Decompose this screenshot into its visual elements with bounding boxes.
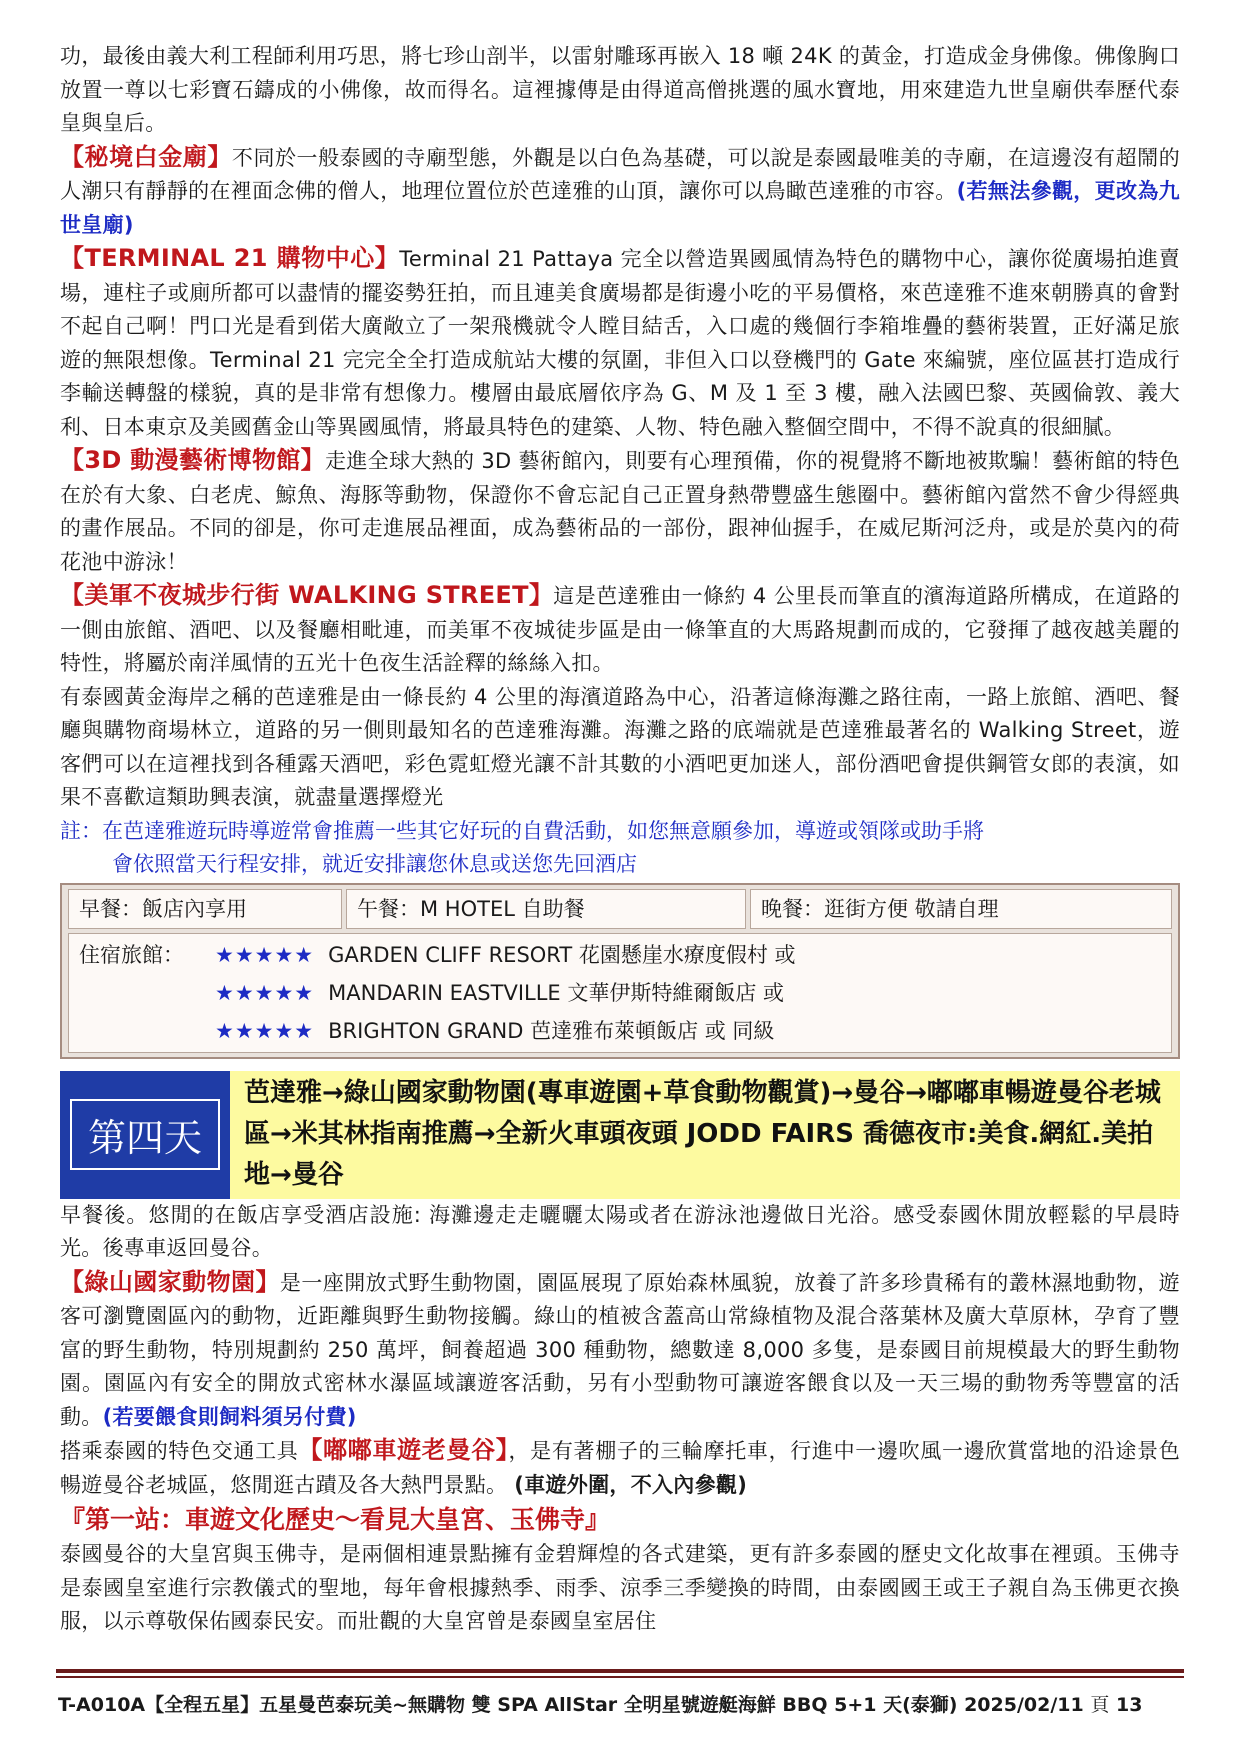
zoo-text: 是一座開放式野生動物園，園區展現了原始森林風貌，放養了許多珍貴稀有的叢林濕地動物，遊客可瀏覽園區內的動物，近距離與野生動物接觸。綠山的植被含蓋高山常綠植物及混合落葉林及廣大草原林，孕育了豐富的野生動物，特別規劃約 250 萬坪，飼養超過 300 種動物，總數達 8,000 多隻，是泰國目前規模最大的野生動物園。園區內有安全的開放式密林水瀑區域讓遊客活動，另有小型動物可讓遊客餵食以及一天三場的動物秀等豐富的活動。	[60, 1270, 1180, 1429]
five-star-rating: ★★★★★	[215, 1018, 315, 1043]
intro-paragraph: 功，最後由義大利工程師利用巧思，將七珍山剖半，以雷射雕琢再嵌入 18 噸 24K 的黃金，打造成金身佛像。佛像胸口放置一尊以七彩寶石鑄成的小佛像，故而得名。這裡據傳是由得道高僧挑選的風水寶地，用來建造九世皇廟供奉歷代泰皇與皇后。	[60, 44, 1180, 135]
station-1-heading: 『第一站：車遊文化歷史～看見大皇宮、玉佛寺』	[60, 1505, 611, 1534]
hotel-line	[79, 936, 1161, 974]
page-footer	[58, 1690, 1183, 1717]
museum3d-text: 走進全球大熱的 3D 藝術館內，則要有心理預備，你的視覺將不斷地被欺騙！藝術館的特色在於有大象、白老虎、鯨魚、海豚等動物，保證你不會忘記自己正置身熱帶豐盛生態圈中。藝術館內當然不會少得經典的畫作展品。不同的卻是，你可走進展品裡面，成為藝術品的一部份，跟神仙握手，在威尼斯河泛舟，或是於莫內的荷花池中游泳！	[60, 449, 1181, 574]
day-label: 第四天	[70, 1099, 220, 1170]
day-itinerary-title: 芭達雅→綠山國家動物園(專車遊園+草食動物觀賞)→曼谷→嘟嘟車暢遊曼谷老城區→米其林指南推薦→全新火車頭夜頭 JODD FAIRS 喬德夜市:美食.網紅.美拍地→曼谷	[230, 1071, 1180, 1199]
notice-line-1: 註：在芭達雅遊玩時導遊常會推薦一些其它好玩的自費活動，如您無意願參加，導遊或領隊或助手將	[60, 818, 984, 843]
five-star-rating: ★★★★★	[215, 980, 315, 1005]
zoo-paragraph	[60, 1266, 1180, 1435]
page-label: 頁	[1090, 1694, 1110, 1716]
white-temple-paragraph	[60, 141, 1180, 243]
terminal21-heading: 【TERMINAL 21 購物中心】	[60, 244, 400, 272]
white-temple-text: 不同於一般泰國的寺廟型態，外觀是以白色為基礎，可以說是泰國最唯美的寺廟，在這邊沒有超鬧的人潮只有靜靜的在裡面念佛的僧人，地理位置位於芭達雅的山頂，讓你可以鳥瞰芭達雅的市容。	[60, 145, 1180, 203]
notice-line-2: 會依照當天行程安排，就近安排讓您休息或送您先回酒店	[112, 851, 637, 876]
tuktuk-paragraph	[60, 1434, 1180, 1502]
tuktuk-intro: 搭乘泰國的特色交通工具	[60, 1439, 299, 1463]
day-tag	[60, 1071, 230, 1199]
station-1-paragraph: 泰國曼谷的大皇宮與玉佛寺，是兩個相連景點擁有金碧輝煌的各式建築，更有許多泰國的歷史文化故事在裡頭。玉佛寺是泰國皇室進行宗教儀式的聖地，每年會根據熱季、雨季、涼季三季變換的時間，由泰國國王或王子親自為玉佛更衣換服，以示尊敬保佑國泰民安。而壯觀的大皇宮曾是泰國皇室居住	[60, 1542, 1180, 1633]
pattaya-beach-paragraph: 有泰國黃金海岸之稱的芭達雅是由一條長約 4 公里的海濱道路為中心，沿著這條海灘之路往南，一路上旅館、酒吧、餐廳與購物商場林立，道路的另一側則最知名的芭達雅海灘。海灘之路的底端就是芭達雅最著名的 Walking Street，遊客們可以在這裡找到各種露天酒吧，彩色霓虹燈光讓不計其數的小酒吧更加迷人，部份酒吧會提供鋼管女郎的表演，如果不喜歡這類助興表演，就盡量選擇燈光	[60, 684, 1180, 809]
meals-row	[66, 889, 1174, 929]
meals-and-hotel-table	[60, 883, 1180, 1059]
terminal21-paragraph	[60, 242, 1180, 444]
museum3d-paragraph	[60, 444, 1180, 579]
walking-street-heading: 【美軍不夜城步行街 WALKING STREET】	[60, 581, 554, 609]
hotel-line	[79, 974, 1161, 1012]
document-page	[60, 40, 1180, 1639]
terminal21-text: Terminal 21 Pattaya 完全以營造異國風情為特色的購物中心，讓你從廣場拍進賣場，連柱子或廁所都可以盡情的擺姿勢狂拍，而且連美食廣場都是街邊小吃的平易價格，來芭達雅不進來朝勝真的會對不起自己啊！門口光是看到偌大廣敞立了一架飛機就令人瞠目結舌，入口處的幾個行李箱堆疊的藝術裝置，正好滿足旅遊的無限想像。Terminal 21 完完全全打造成航站大樓的氛圍，非但入口以登機門的 Gate 來編號，座位區甚打造成行李輸送轉盤的樣貌，真的是非常有想像力。樓層由最底層依序為 G、M 及 1 至 3 樓，融入法國巴黎、英國倫敦、義大利、日本東京及美國舊金山等異國風情，將最具特色的建築、人物、特色融入整個空間中，不得不說真的很細膩。	[60, 247, 1180, 439]
walking-street-text: 這是芭達雅由一條約 4 公里長而筆直的濱海道路所構成，在道路的一側由旅館、酒吧、以及餐廳相毗連，而美軍不夜城徒步區是由一條筆直的大馬路規劃而成的，它發揮了越夜越美麗的特性，將屬於南洋風情的五光十色夜生活詮釋的絲絲入扣。	[60, 584, 1180, 675]
hotel-cell	[68, 933, 1172, 1053]
self-pay-notice	[60, 815, 1180, 881]
zoo-heading: 【綠山國家動物園】	[60, 1267, 280, 1296]
tuktuk-text: ，是有著棚子的三輪摩托車，行進中一邊吹風一邊欣賞當地的沿途景色暢遊曼谷老城區，悠閒逛古蹟及各大熱門景點。	[60, 1439, 1181, 1497]
footer-divider-thin	[56, 1676, 1184, 1678]
five-star-rating: ★★★★★	[215, 942, 315, 967]
dinner-cell: 晚餐：逛街方便 敬請自理	[750, 889, 1172, 929]
hotel-option: MANDARIN EASTVILLE 文華伊斯特維爾飯店 或	[328, 980, 785, 1005]
footer-product-code: T-A010A【全程五星】五星曼芭泰玩美~無購物 雙 SPA AllStar 全明星號遊艇海鮮 BBQ 5+1 天(泰獅) 2025/02/11	[58, 1694, 1084, 1716]
hotel-option: BRIGHTON GRAND 芭達雅布萊頓飯店 或 同級	[328, 1018, 775, 1043]
morning-paragraph: 早餐後。悠閒的在飯店享受酒店設施: 海灘邊走走曬曬太陽或者在游泳池邊做日光浴。感受泰國休閒放輕鬆的早晨時光。後專車返回曼谷。	[60, 1202, 1180, 1260]
hotel-option: GARDEN CLIFF RESORT 花園懸崖水療度假村 或	[328, 942, 796, 967]
footer-divider	[56, 1669, 1184, 1673]
breakfast-cell: 早餐：飯店內享用	[68, 889, 342, 929]
museum3d-heading: 【3D 動漫藝術博物館】	[60, 446, 325, 474]
white-temple-note: (若無法參觀，更改為九世皇廟)	[60, 179, 1180, 237]
tuktuk-note: (車遊外圍，不入內參觀)	[514, 1472, 748, 1497]
page-number: 13	[1115, 1694, 1143, 1716]
tuktuk-heading: 【嘟嘟車遊老曼谷】	[298, 1436, 509, 1464]
day-header	[60, 1071, 1180, 1199]
hotel-label: 住宿旅館：	[79, 942, 184, 967]
white-temple-heading: 【秘境白金廟】	[60, 142, 232, 171]
lunch-cell: 午餐：M HOTEL 自助餐	[346, 889, 746, 929]
walking-street-paragraph	[60, 579, 1180, 681]
hotel-line	[79, 1012, 1161, 1050]
zoo-note: (若要餵食則飼料須另付費)	[102, 1404, 357, 1429]
